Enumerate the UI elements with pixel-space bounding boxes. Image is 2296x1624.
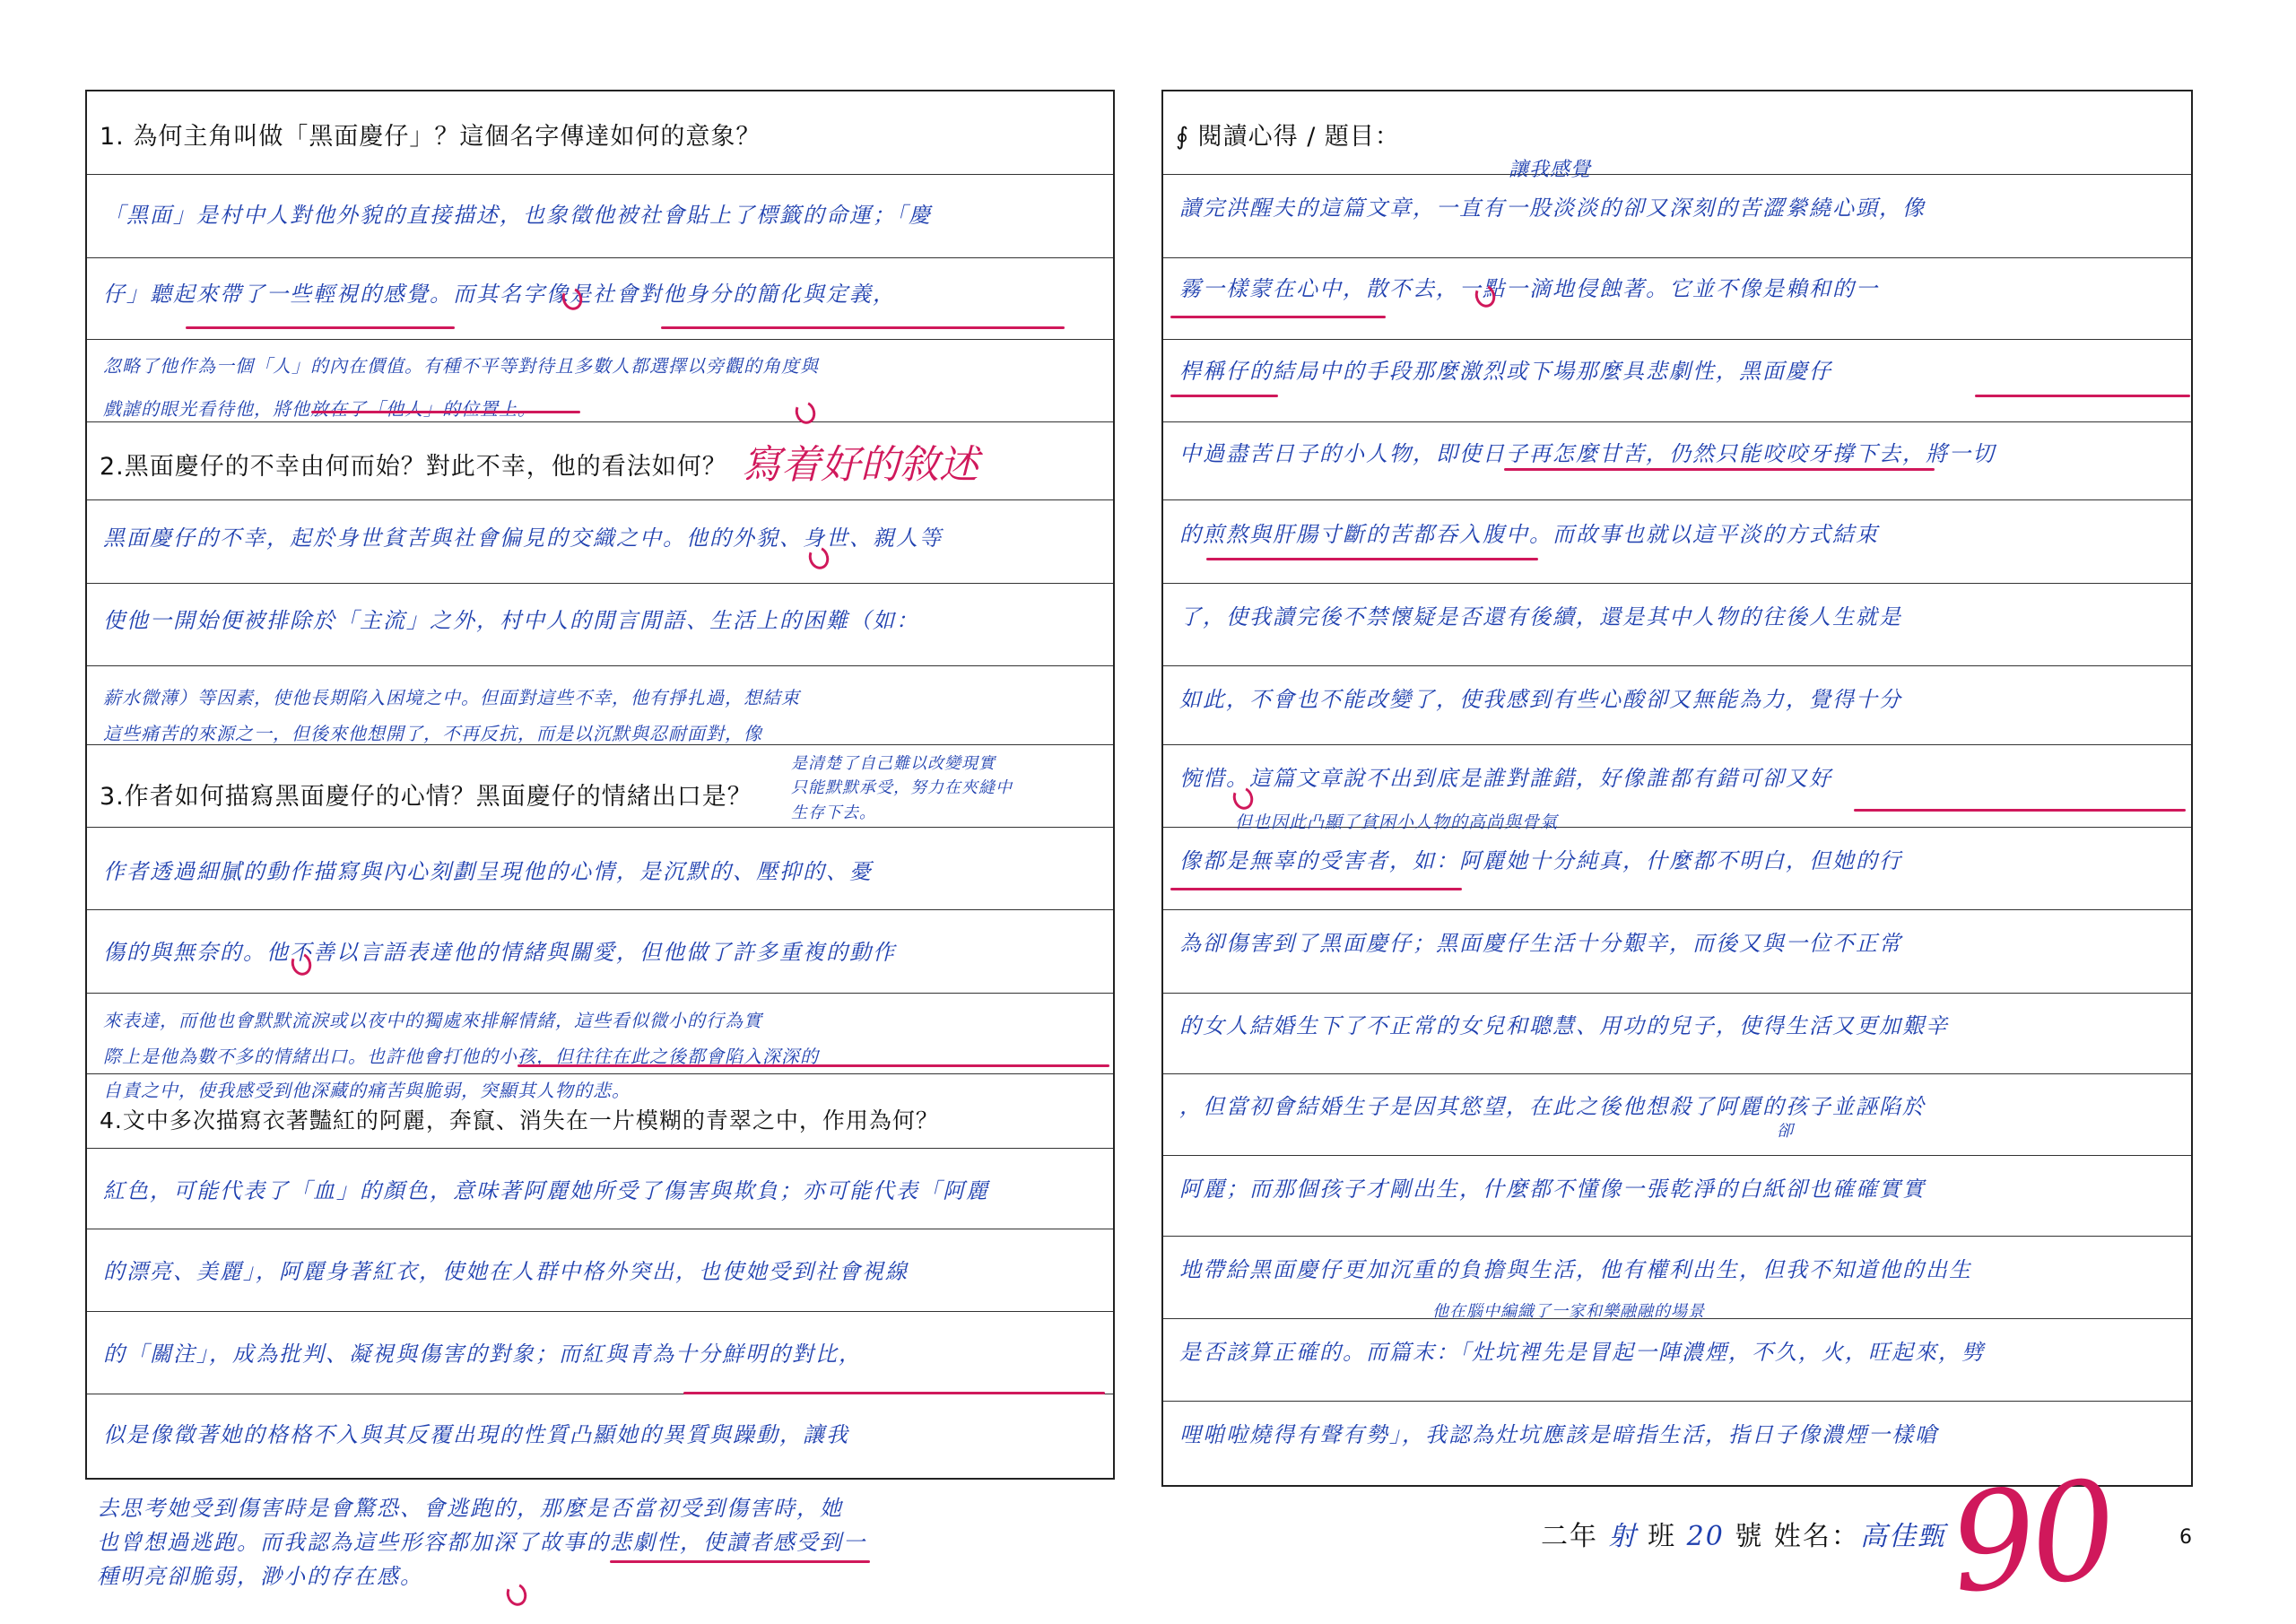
seat-number: 20 [1686, 1521, 1725, 1552]
red-underline [1170, 395, 1278, 397]
question-2: 2.黑面慶仔的不幸由何而始？對此不幸，他的看法如何？ [100, 453, 727, 481]
reflection-line-12: ，但當初會結婚生子是因其慾望，在此之後他想殺了阿麗的孩子並誣陷於 [1179, 1094, 1926, 1119]
answer-1-line-4: 戲謔的眼光看待他，將他放在了「他人」的位置上。 [103, 398, 536, 420]
rule-line [87, 1073, 1113, 1074]
rule-line [87, 1311, 1113, 1312]
rule-line [87, 909, 1113, 910]
red-underline [311, 411, 580, 413]
answer-4-line-3: 的「關注」，成為批判、凝視與傷害的對象；而紅與青為十分鮮明的對比， [103, 1342, 862, 1367]
reflection-line-2: 霧一樣蒙在心中，散不去，一點一滴地侵蝕著。它並不像是賴和的一 [1179, 276, 1879, 301]
reflection-line-14: 地帶給黑面慶仔更加沉重的負擔與生活，他有權利出生，但我不知道他的出生 [1179, 1257, 1972, 1282]
insert-note-3: 卻 [1777, 1122, 1794, 1141]
reflection-line-5: 的煎熬與肝腸寸斷的苦都吞入腹中。而故事也就以這平淡的方式結束 [1179, 522, 1879, 547]
rule-line [87, 339, 1113, 340]
rule-line [87, 583, 1113, 584]
rule-line [87, 257, 1113, 258]
rule-line [1163, 421, 2191, 422]
red-underline [1975, 395, 2190, 397]
reflection-line-3: 桿稱仔的結局中的手段那麼激烈或下場那麼具悲劇性，黑面慶仔 [1179, 359, 1832, 384]
reflection-line-11: 的女人結婚生下了不正常的女兒和聰慧、用功的兒子，使得生活又更加艱辛 [1179, 1013, 1949, 1038]
red-underline [1206, 558, 1538, 560]
rule-line [87, 174, 1113, 175]
rule-line [1163, 257, 2191, 258]
seat-label: 號 姓名： [1735, 1521, 1860, 1552]
rule-line [87, 993, 1113, 994]
rule-line [1163, 499, 2191, 500]
rule-line [1163, 1073, 2191, 1074]
insert-note-2: 但也因此凸顯了貧困小人物的高尚與骨氣 [1235, 812, 1559, 832]
answer-4-line-4: 似是像徵著她的格格不入與其反覆出現的性質凸顯她的異質與躁動，讓我 [103, 1422, 849, 1447]
rule-line [1163, 909, 2191, 910]
class-name: 射 [1608, 1521, 1638, 1552]
red-underline [517, 1064, 1109, 1067]
reflection-line-8: 惋惜。這篇文章說不出到底是誰對誰錯，好像誰都有錯可卻又好 [1179, 766, 1832, 791]
question-1: 1. 為何主角叫做「黑面慶仔」？這個名字傳達如何的意象？ [100, 123, 761, 151]
rule-line [1163, 1155, 2191, 1156]
rule-line [87, 421, 1113, 422]
reflection-line-7: 如此，不會也不能改變了，使我感到有些心酸卻又無能為力，覺得十分 [1179, 687, 1902, 712]
teacher-note-q2: 寫着好的敘述 [742, 442, 978, 488]
red-underline [683, 1392, 1105, 1394]
answer-2-line-3: 薪水微薄）等因素，使他長期陷入困境之中。但面對這些不幸，他有掙扎過，想結束 [103, 687, 800, 708]
red-underline [661, 326, 1065, 329]
insert-note-4: 他在腦中編織了一家和樂融融的場景 [1432, 1302, 1705, 1321]
answer-1-line-3: 忽略了他作為一個「人」的內在價值。有種不平等對待且多數人都選擇以旁觀的角度與 [103, 355, 819, 377]
answer-2-line-4: 這些痛苦的來源之一，但後來他想開了，不再反抗，而是以沉默與忍耐面對，像 [103, 723, 762, 744]
student-info [1541, 1514, 1946, 1553]
reflection-line-13: 阿麗；而那個孩子才剛出生，什麼都不懂像一張乾淨的白紙卻也確確實實 [1179, 1177, 1926, 1202]
red-underline [610, 1560, 870, 1563]
answer-4-line-7: 種明亮卻脆弱，渺小的存在感。 [97, 1564, 423, 1589]
rule-line [1163, 339, 2191, 340]
reflection-heading: ∮ 閱讀心得 / 題目： [1176, 123, 1400, 151]
reflection-line-15: 是否該算正確的。而篇末：「灶坑裡先是冒起一陣濃煙，不久，火，旺起來，劈 [1179, 1340, 1985, 1365]
rule-line [1163, 993, 2191, 994]
answer-3-line-5: 自責之中，使我感受到他深藏的痛苦與脆弱，突顯其人物的悲。 [103, 1080, 631, 1101]
margin-note-q3-3: 生存下去。 [791, 803, 876, 822]
rule-line [1163, 1401, 2191, 1402]
answer-3-line-2: 傷的與無奈的。他不善以言語表達他的情緒與關愛，但他做了許多重複的動作 [103, 940, 896, 965]
answer-3-line-3: 來表達，而他也會默默流淚或以夜中的獨處來排解情緒，這些看似微小的行為實 [103, 1010, 762, 1031]
question-4: 4.文中多次描寫衣著豔紅的阿麗，奔竄、消失在一片模糊的青翠之中，作用為何？ [100, 1107, 939, 1133]
page-number: 6 [2179, 1526, 2192, 1549]
question-3: 3.作者如何描寫黑面慶仔的心情？黑面慶仔的情緒出口是？ [100, 783, 752, 811]
red-underline [186, 326, 455, 329]
reflection-line-10: 為卻傷害到了黑面慶仔；黑面慶仔生活十分艱辛，而後又與一位不正常 [1179, 931, 1902, 956]
answer-3-line-1: 作者透過細膩的動作描寫與內心刻劃呈現他的心情，是沉默的、壓抑的、憂 [103, 859, 873, 884]
answer-1-line-1: 「黑面」是村中人對他外貌的直接描述，也象徵他被社會貼上了標籤的命運；「慶 [103, 203, 932, 228]
reading-reflection-panel [1161, 90, 2193, 1487]
red-underline [1170, 316, 1386, 318]
reflection-line-1: 讀完洪醒夫的這篇文章，一直有一股淡淡的卻又深刻的苦澀縈繞心頭，像 [1179, 195, 1926, 221]
red-underline [1504, 468, 1935, 471]
rule-line [87, 827, 1113, 828]
rule-line [1163, 744, 2191, 745]
rule-line [87, 1148, 1113, 1149]
margin-note-q3-2: 只能默默承受，努力在夾縫中 [791, 778, 1013, 797]
teacher-score: 90 [1943, 1452, 2119, 1624]
student-name: 高佳甄 [1859, 1521, 1946, 1552]
left-answer-panel [85, 90, 1115, 1480]
margin-note-q3-1: 是清楚了自己難以改變現實 [791, 754, 996, 773]
answer-4-line-5: 去思考她受到傷害時是會驚恐、會逃跑的，那麼是否當初受到傷害時，她 [97, 1496, 843, 1521]
rule-line [1163, 665, 2191, 666]
red-underline [1170, 888, 1462, 890]
answer-1-line-2: 仔」聽起來帶了一些輕視的感覺。而其名字像是社會對他身分的簡化與定義， [103, 282, 896, 307]
answer-4-line-6: 也曾想過逃跑。而我認為這些形容都加深了故事的悲劇性，使讀者感受到一 [97, 1530, 866, 1555]
answer-2-line-1: 黑面慶仔的不幸，起於身世貧苦與社會偏見的交織之中。他的外貌、身世、親人等 [103, 525, 943, 551]
reflection-line-6: 了，使我讀完後不禁懷疑是否還有後續，還是其中人物的往後人生就是 [1179, 604, 1902, 630]
red-underline [1854, 809, 2186, 812]
grade-label: 二年 [1541, 1521, 1598, 1552]
reflection-line-4: 中過盡苦日子的小人物，即使日子再怎麼甘苦，仍然只能咬咬牙撐下去，將一切 [1179, 441, 1996, 466]
reflection-line-16: 哩啪啦燒得有聲有勢」，我認為灶坑應該是暗指生活，指日子像濃煙一樣嗆 [1179, 1422, 1938, 1447]
rule-line [87, 499, 1113, 500]
rule-line [87, 665, 1113, 666]
rule-line [1163, 1236, 2191, 1237]
insert-note-1: 讓我感覺 [1509, 159, 1592, 181]
answer-2-line-2: 使他一開始便被排除於「主流」之外，村中人的閒言閒語、生活上的困難（如： [103, 608, 919, 633]
answer-4-line-1: 紅色，可能代表了「血」的顏色，意味著阿麗她所受了傷害與欺負；亦可能代表「阿麗 [103, 1178, 989, 1203]
class-label: 班 [1648, 1521, 1677, 1552]
reflection-line-9: 像都是無辜的受害者，如：阿麗她十分純真，什麼都不明白，但她的行 [1179, 848, 1902, 873]
answer-4-line-2: 的漂亮、美麗」，阿麗身著紅衣，使她在人群中格外突出，也使她受到社會視線 [103, 1259, 909, 1284]
rule-line [1163, 583, 2191, 584]
answer-3-line-4: 際上是他為數不多的情緒出口。也許他會打他的小孩，但往往在此之後都會陷入深深的 [103, 1046, 819, 1067]
